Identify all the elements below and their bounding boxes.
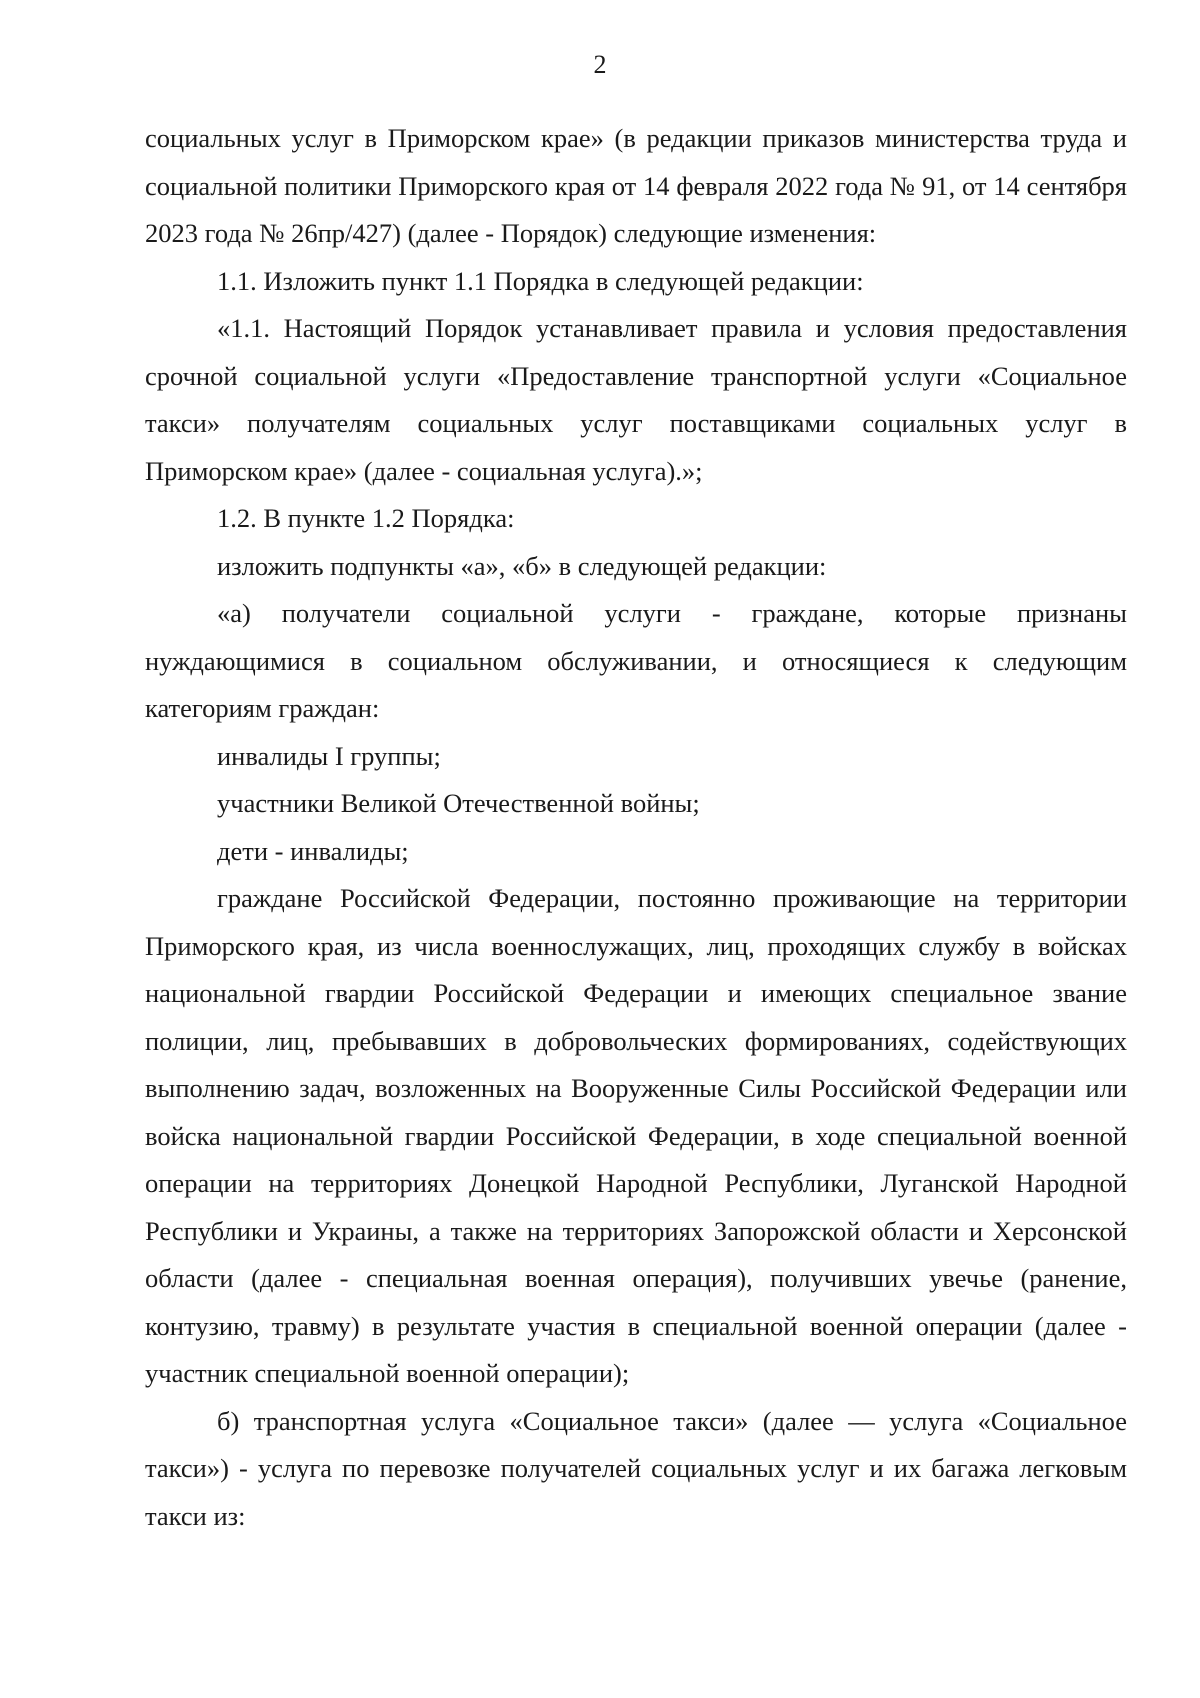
paragraph-item-1-1-text: «1.1. Настоящий Порядок устанавливает правила и условия предоставления срочной социальной услуги «Предоставление транспортной услуги «Социальное такси» получателям социальных услуг поставщиками социальных услуг в Приморском крае» (далее - социальная услуга).»; (145, 313, 1127, 486)
list-item-ww2-participants: участники Великой Отечественной войны; (217, 788, 700, 818)
page-number: 2 (593, 50, 607, 79)
paragraph-item-1-2: 1.2. В пункте 1.2 Порядка: (217, 503, 515, 533)
paragraph-subitem-a: «а) получатели социальной услуги - граждане, которые признаны нуждающимися в социальном обслуживании, и относящиеся к следующим категориям граждан: (145, 598, 1127, 723)
paragraph-subitem-b: б) транспортная услуга «Социальное такси» (далее — услуга «Социальное такси») - услуга по перевозке получателей социальных услуг и их багажа легковым такси из: (145, 1405, 1127, 1531)
paragraph-item-1-1: 1.1. Изложить пункт 1.1 Порядка в следующей редакции: (217, 265, 864, 296)
list-item-disabled-group-1: инвалиды I группы; (217, 740, 441, 771)
paragraph-amendments-intro: социальных услуг в Приморском крае» (в редакции приказов министерства труда и социальной политики Приморского края от 14 февраля 2022 года № 91, от 14 сентября 2023 года № 26пр/427) (далее - Порядок) следующие изменения: (145, 123, 1127, 248)
document-body (145, 115, 1127, 1540)
list-item-svo-participants: граждане Российской Федерации, постоянно проживающие на территории Приморского края, из числа военнослужащих, лиц, проходящих службу в войсках национальной гвардии Российской Федерации и имеющих специальное звание полиции, лиц, пребывавших в добровольческих формированиях, содействующих выполнению задач, возложенных на Вооруженные Силы Российской Федерации или войска национальной гвардии Российской Федерации, в ходе специальной военной операции на территориях Донецкой Народной Республики, Луганской Народной Республики и Украины, а также на территориях Запорожской области и Херсонской области (далее - специальная военная операция), получивших увечье (ранение, контузию, травму) в результате участия в специальной военной операции (далее - участник специальной военной операции); (145, 883, 1127, 1388)
paragraph-subitems-intro: изложить подпункты «а», «б» в следующей редакции: (217, 550, 827, 581)
list-item-disabled-children: дети - инвалиды; (217, 835, 409, 866)
